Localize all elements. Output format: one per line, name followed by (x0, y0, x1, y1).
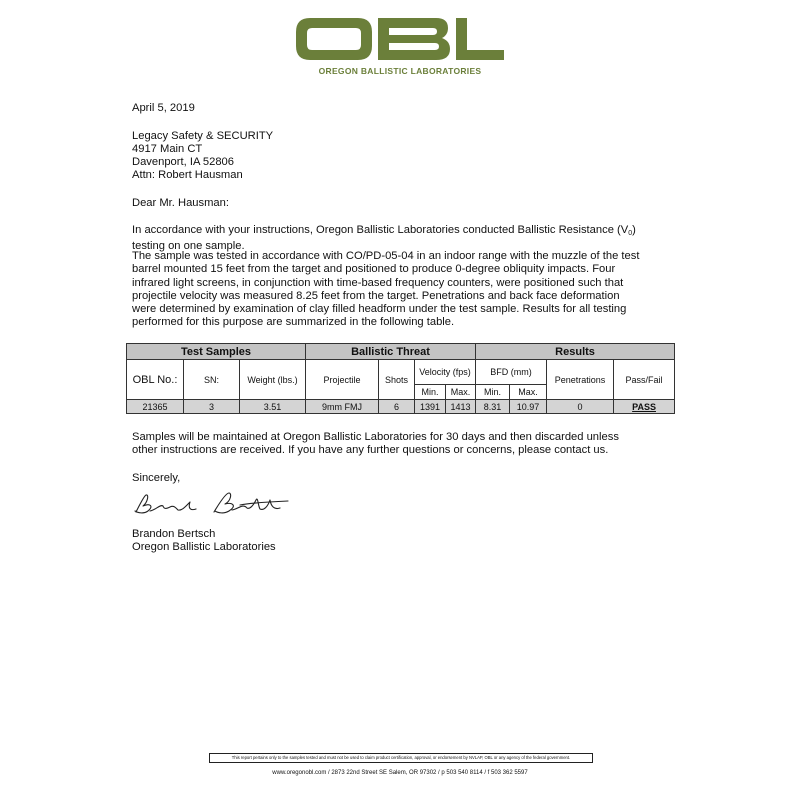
header-velocity: Velocity (fps) (415, 360, 476, 385)
cell-velocity-max: 1413 (446, 400, 476, 414)
group-test-samples: Test Samples (127, 344, 306, 360)
signature-org: Oregon Ballistic Laboratories (132, 541, 276, 553)
header-projectile: Projectile (306, 360, 379, 400)
address-street: 4917 Main CT (132, 143, 203, 155)
cell-projectile: 9mm FMJ (306, 400, 379, 414)
header-bfd-max: Max. (510, 385, 547, 400)
header-pass-fail: Pass/Fail (614, 360, 675, 400)
salutation: Dear Mr. Hausman: (132, 197, 229, 209)
header-bfd-min: Min. (476, 385, 510, 400)
header-obl-no: OBL No.: (127, 360, 184, 400)
group-ballistic-threat: Ballistic Threat (306, 344, 476, 360)
address-city: Davenport, IA 52806 (132, 156, 235, 168)
cell-velocity-min: 1391 (415, 400, 446, 414)
results-table (126, 343, 675, 414)
closing-paragraph: Samples will be maintained at Oregon Ballistic Laboratories for 30 days and then discarded unless other instructions are received. If you have any further questions or concerns, please contact us. (132, 431, 619, 457)
header-sn: SN: (184, 360, 240, 400)
address-company: Legacy Safety & SECURITY (132, 130, 274, 142)
header-bfd: BFD (mm) (476, 360, 547, 385)
cell-sn: 3 (184, 400, 240, 414)
closing: Sincerely, (132, 472, 181, 484)
obl-logo (296, 16, 504, 62)
signature (130, 490, 300, 524)
address-attn: Attn: Robert Hausman (132, 169, 243, 181)
body-paragraph-1: In accordance with your instructions, Oregon Ballistic Laboratories conducted Ballistic Resistance $(V_0)$ testing on one sample. (132, 224, 636, 253)
cell-weight: 3.51 (240, 400, 306, 414)
cell-bfd-min: 8.31 (476, 400, 510, 414)
group-results: Results (476, 344, 675, 360)
cell-obl-no: 21365 (127, 400, 184, 414)
table-row (127, 400, 675, 414)
header-penetrations: Penetrations (547, 360, 614, 400)
letter-date: April 5, 2019 (132, 102, 195, 114)
signature-name: Brandon Bertsch (132, 528, 216, 540)
cell-bfd-max: 10.97 (510, 400, 547, 414)
body-paragraph-2: The sample was tested in accordance with CO/PD-05-04 in an indoor range with the muzzle of the test barrel mounted 15 feet from the target and positioned to produce 0-degree obliquity impacts. Four infrared light screens, in conjunction with time-based frequency counters, were positioned such that projectile velocity was measured 8.25 feet from the target. Penetrations and back face deformation were determined by examination of clay filled headform under the test sample. Results for all testing performed for this purpose are summarized in the following table. (132, 250, 640, 329)
cell-penetrations: 0 (547, 400, 614, 414)
header-weight: Weight (lbs.) (240, 360, 306, 400)
footer-disclaimer: This report pertains only to the samples tested and must not be used to claim product certification, approval, or endorsement by NVLAP, OBL or any agency of the federal government. (209, 753, 593, 763)
header-velocity-max: Max. (446, 385, 476, 400)
header-shots: Shots (379, 360, 415, 400)
cell-pass-fail: PASS (614, 400, 675, 414)
cell-shots: 6 (379, 400, 415, 414)
header-velocity-min: Min. (415, 385, 446, 400)
footer-address: www.oregonobl.com / 2873 22nd Street SE Salem, OR 97302 / p 503 540 8114 / f 503 362 5597 (272, 770, 528, 776)
logo-tagline: OREGON BALLISTIC LABORATORIES (318, 66, 482, 76)
